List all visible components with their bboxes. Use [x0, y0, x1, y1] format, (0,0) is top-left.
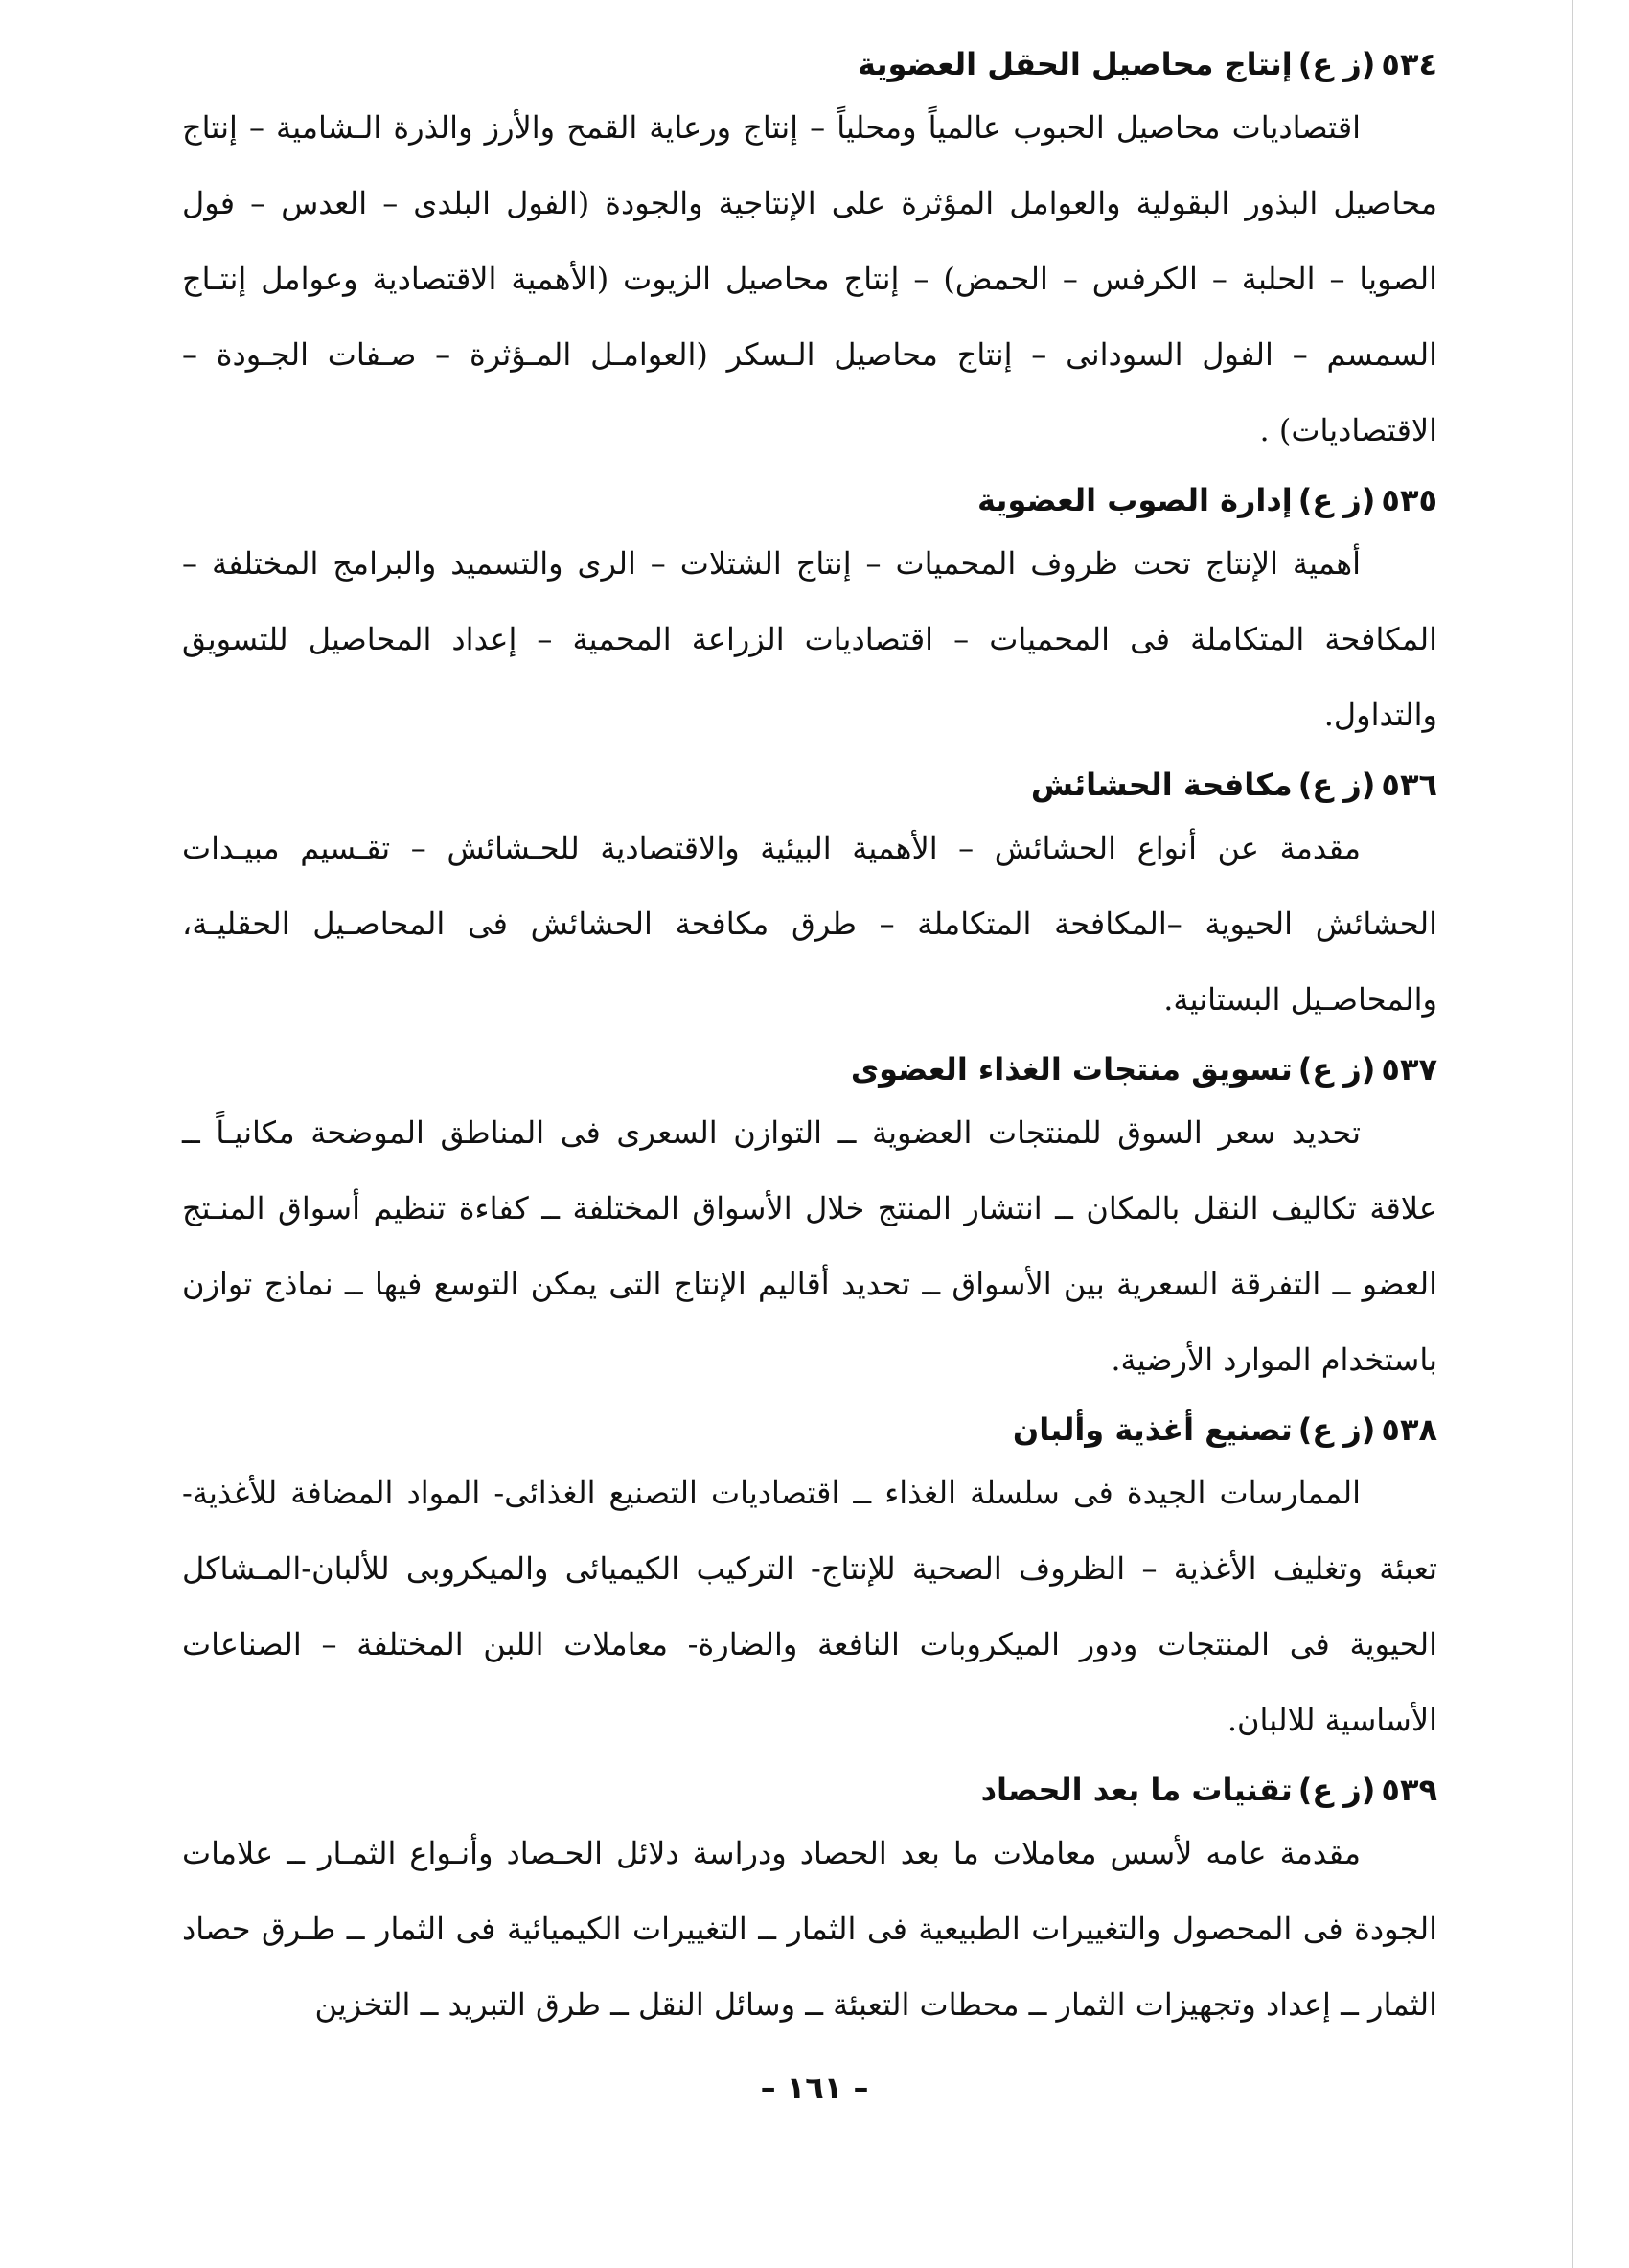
course-type: (ز ع): [1297, 482, 1376, 518]
course-code: ٥٣٧: [1381, 1051, 1437, 1088]
course-534: [182, 38, 1437, 469]
course-type: (ز ع): [1297, 1051, 1376, 1088]
course-title: إنتاج محاصيل الحقل العضوية: [858, 46, 1293, 82]
course-code: ٥٣٥: [1381, 482, 1437, 518]
course-heading: [182, 474, 1437, 526]
course-heading: [182, 759, 1437, 811]
course-type: (ز ع): [1297, 1411, 1376, 1448]
course-537: [182, 1043, 1437, 1398]
course-title: تقنيات ما بعد الحصاد: [980, 1772, 1293, 1808]
page-edge-shadow: [1572, 0, 1573, 2268]
course-title: تسويق منتجات الغذاء العضوى: [850, 1051, 1293, 1088]
course-code: ٥٣٦: [1381, 767, 1437, 803]
course-description: أهمية الإنتاج تحت ظروف المحميات – إنتاج الشتلات – الرى والتسميد والبرامج المختلفة – المكافحة المتكاملة فى المحميات – اقتصاديات الزراعة المحمية – إعداد المحاصيل للتسويق والتداول.: [182, 545, 1437, 733]
course-heading: [182, 1043, 1437, 1095]
course-type: (ز ع): [1297, 767, 1376, 803]
course-description: الممارسات الجيدة فى سلسلة الغذاء ــ اقتصاديات التصنيع الغذائى- المواد المضافة للأغذية- تعبئة وتغليف الأغذية – الظروف الصحية للإنتاج- التركيب الكيميائى والميكروبى للألبان-المـشاكل الحيوية فى المنتجات ودور الميكروبات النافعة والضارة- معاملات اللبن المختلفة – الصناعات الأساسية للالبان.: [182, 1475, 1438, 1738]
course-description: مقدمة عن أنواع الحشائش – الأهمية البيئية والاقتصادية للحـشائش – تقـسيم مبيـدات الحشائش الحيوية –المكافحة المتكاملة – طرق مكافحة الحشائش فى المحاصـيل الحقليـة، والمحاصـيل البستانية.: [182, 830, 1437, 1018]
course-536: [182, 759, 1437, 1038]
course-code: ٥٣٤: [1381, 46, 1437, 82]
page-number: – ١٦١ –: [760, 2070, 869, 2106]
course-title: تصنيع أغذية وألبان: [1012, 1411, 1293, 1448]
course-description: تحديد سعر السوق للمنتجات العضوية ــ التوازن السعرى فى المناطق الموضحة مكانيـاً ــ علاقة تكاليف النقل بالمكان ــ انتشار المنتج خلال الأسواق المختلفة ــ كفاءة تنظيم أسواق المنـتج العضو ــ التفرقة السعرية بين الأسواق ــ تحديد أقاليم الإنتاج التى يمكن التوسع فيها ــ نماذج توازن باستخدام الموارد الأرضية.: [182, 1114, 1437, 1378]
course-title: إدارة الصوب العضوية: [976, 482, 1293, 518]
course-539: [182, 1764, 1437, 2043]
course-title: مكافحة الحشائش: [1030, 767, 1293, 803]
course-538: [182, 1404, 1437, 1758]
course-code: ٥٣٨: [1381, 1411, 1437, 1448]
course-heading: [182, 38, 1437, 90]
course-list: [182, 38, 1437, 2049]
course-type: (ز ع): [1297, 1772, 1376, 1808]
course-description: مقدمة عامه لأسس معاملات ما بعد الحصاد ودراسة دلائل الحـصاد وأنـواع الثمـار ــ علامات الجودة فى المحصول والتغييرات الطبيعية فى الثمار ــ التغييرات الكيميائية فى الثمار ــ طـرق حصاد الثمار ــ إعداد وتجهيزات الثمار ــ محطات التعبئة ــ وسائل النقل ــ طرق التبريد ــ التخزين: [182, 1835, 1437, 2023]
course-type: (ز ع): [1297, 46, 1376, 82]
course-535: [182, 474, 1437, 753]
course-heading: [182, 1404, 1437, 1455]
course-description: اقتصاديات محاصيل الحبوب عالمياً ومحلياً – إنتاج ورعاية القمح والأرز والذرة الـشامية – إنتاج محاصيل البذور البقولية والعوامل المؤثرة على الإنتاجية والجودة (الفول البلدى – العدس – فول الصويا – الحلبة – الكرفس – الحمض) – إنتاج محاصيل الزيوت (الأهمية الاقتصادية وعوامل إنتـاج السمسم – الفول السودانى – إنتاج محاصيل الـسكر (العوامـل المـؤثرة – صـفات الجـودة – الاقتصاديات) .: [182, 109, 1438, 448]
course-heading: [182, 1764, 1437, 1816]
course-code: ٥٣٩: [1381, 1772, 1437, 1808]
